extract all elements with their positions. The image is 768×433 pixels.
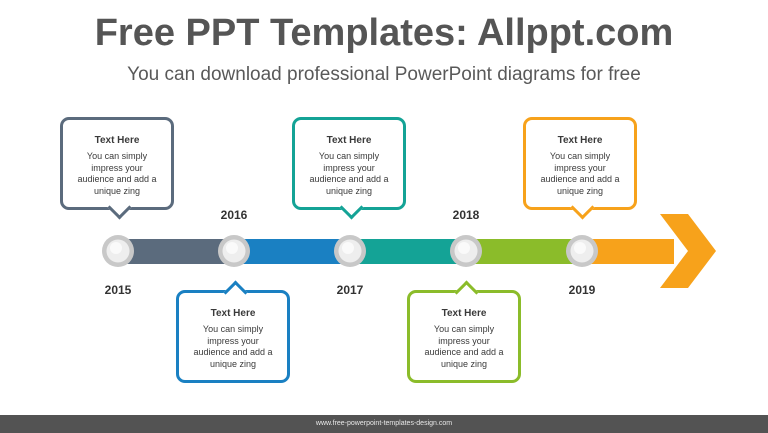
segment-2016 (234, 239, 351, 264)
node-2019 (566, 235, 598, 267)
node-2018 (450, 235, 482, 267)
callout-text: You can simply impress your audience and add a unique zing (309, 151, 389, 196)
callout-text: You can simply impress your audience and add a unique zing (424, 324, 504, 369)
callout-title: Text Here (441, 308, 487, 319)
callout-text: You can simply impress your audience and add a unique zing (193, 324, 273, 369)
segment-2017 (350, 239, 467, 264)
year-label-2017: 2017 (336, 283, 364, 297)
segment-2015 (118, 239, 235, 264)
callout-2017 (292, 117, 406, 210)
callout-2016 (176, 290, 290, 383)
node-2016 (218, 235, 250, 267)
node-2015 (102, 235, 134, 267)
year-label-2016: 2016 (220, 208, 248, 222)
footer-url[interactable]: www.free-powerpoint-templates-design.com (315, 420, 453, 427)
page-title: Free PPT Templates: Allppt.com (94, 12, 674, 54)
callout-2015 (60, 117, 174, 210)
callout-title: Text Here (210, 308, 256, 319)
node-2017 (334, 235, 366, 267)
callout-2019 (523, 117, 637, 210)
year-label-2018: 2018 (452, 208, 480, 222)
callout-title: Text Here (557, 135, 603, 146)
callout-2018 (407, 290, 521, 383)
segment-2018 (466, 239, 583, 264)
callout-title: Text Here (94, 135, 140, 146)
callout-title: Text Here (326, 135, 372, 146)
page-subtitle: You can download professional PowerPoint diagrams for free (127, 64, 641, 85)
callout-text: You can simply impress your audience and add a unique zing (540, 151, 620, 196)
callout-text: You can simply impress your audience and add a unique zing (77, 151, 157, 196)
year-label-2015: 2015 (104, 283, 132, 297)
footer-bar (0, 415, 768, 433)
year-label-2019: 2019 (568, 283, 596, 297)
